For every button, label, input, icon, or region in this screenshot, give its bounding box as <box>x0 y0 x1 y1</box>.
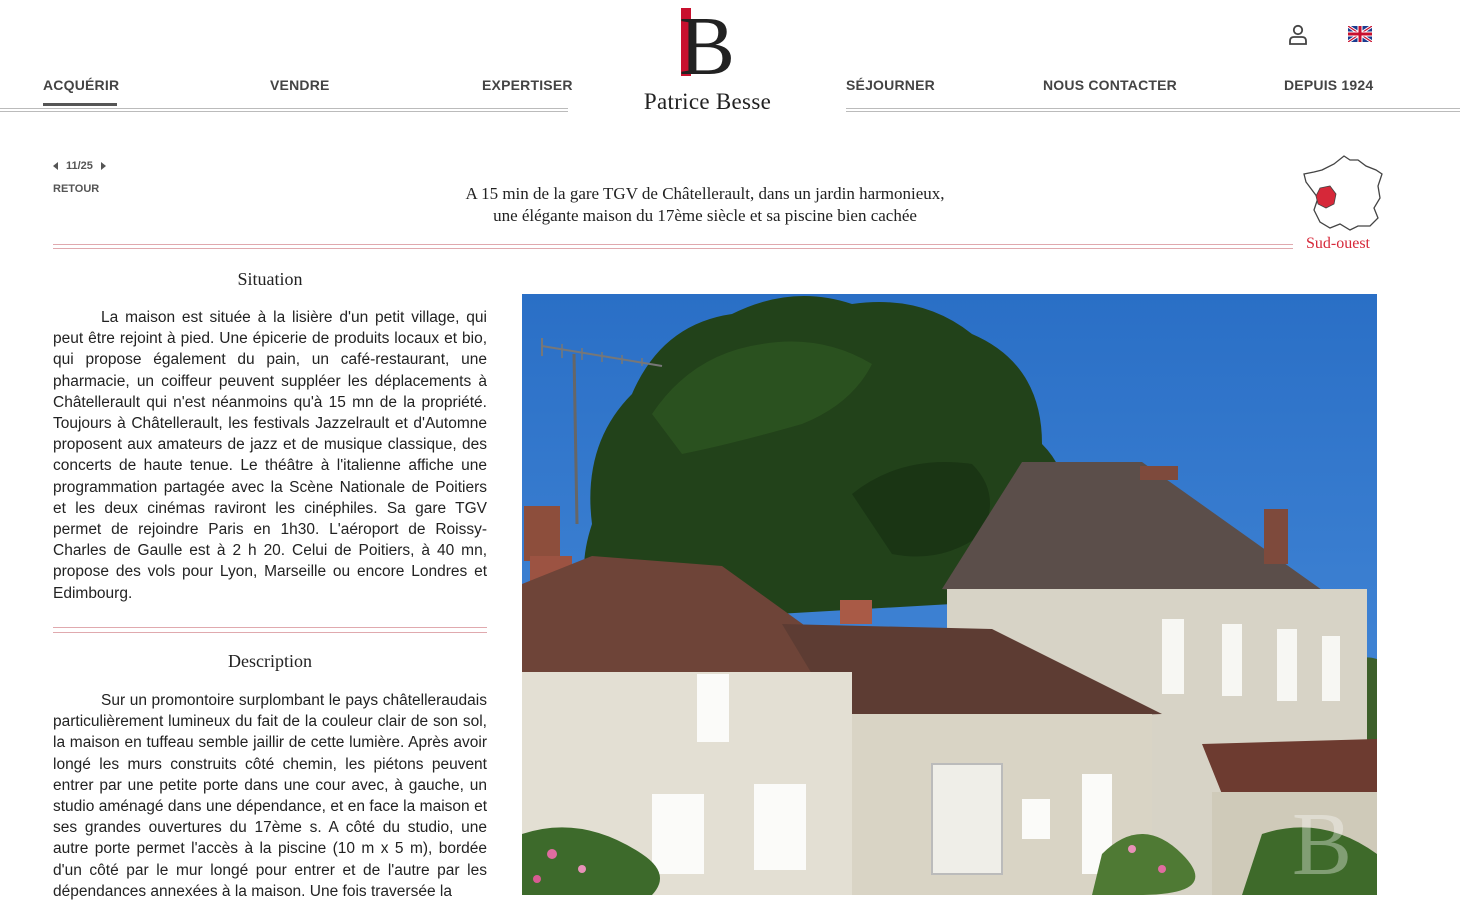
logo-b-icon <box>675 6 745 78</box>
pager <box>53 160 106 172</box>
nav-acquerir[interactable]: ACQUÉRIR <box>43 77 120 93</box>
uk-flag-icon[interactable] <box>1348 26 1372 42</box>
nav-active-indicator <box>43 103 117 106</box>
previous-arrow-icon[interactable] <box>53 162 58 170</box>
listing-headline <box>380 183 1030 227</box>
next-arrow-icon[interactable] <box>101 162 106 170</box>
situation-title: Situation <box>237 269 303 289</box>
headline-line-2: une élégante maison du 17ème siècle et sa piscine bien cachée <box>493 206 917 225</box>
watermark-logo: B <box>1292 795 1353 894</box>
brand-name: Patrice Besse <box>643 89 772 114</box>
nav-depuis-1924[interactable]: DEPUIS 1924 <box>1284 77 1374 93</box>
nav-nous-contacter[interactable]: NOUS CONTACTER <box>1043 77 1177 93</box>
situation-text: La maison est située à la lisière d'un petit village, qui peut être rejoint à pied. Une épicerie de produits locaux et bio, qui propose également du pain, un café-restaurant, une pharmacie, un coiffeur peuvent suppléer les déplacements à Châtellerault qui n'est néanmoins qu'à 15 mn de la propriété. Toujours à Châtellerault, les festivals Jazzelrault et d'Automne proposent aux amateurs de jazz et de musique classique, des concerts de haute tenue. Le théâtre à l'italienne affiche une programmation partagée avec la Scène Nationale de Poitiers et les deux cinémas raviront les cinéphiles. Sa gare TGV permet de rejoindre Paris en 1h30. L'aéroport de Roissy-Charles de Gaulle est à 2 h 20. Celui de Poitiers, à 40 mn, propose des vols pour Lyon, Marseille ou encore Londres et Edimbourg. <box>53 309 487 602</box>
back-link[interactable]: RETOUR <box>53 183 100 195</box>
headline-rule-bottom <box>53 248 1293 249</box>
description-title: Description <box>228 651 312 671</box>
brand-logo[interactable] <box>620 0 795 125</box>
france-map-icon[interactable] <box>1300 152 1386 234</box>
nav-sejourner[interactable]: SÉJOURNER <box>846 77 935 93</box>
nav-divider-right-2 <box>846 111 1460 112</box>
property-photo[interactable] <box>522 294 1377 895</box>
logo-letter: B <box>679 6 736 78</box>
headline-line-1: A 15 min de la gare TGV de Châtellerault, dans un jardin harmonieux, <box>465 184 945 203</box>
headline-rule-top <box>53 244 1293 245</box>
description-text: Sur un promontoire surplombant le pays châtelleraudais particulièrement lumineux du fait de la couleur clair de son sol, la maison en tuffeau semble jaillir de cette lumière. Après avoir longé les murs construits côté chemin, les piétons peuvent entrer par une petite porte dans une cour avec, à gauche, un studio aménagé dans une dépendance, et en face la maison et ses grandes ouvertures du 17ème s. A côté du studio, une autre porte permet l'accès à la piscine (10 m x 5 m), bordée d'un côté par le mur longé pour entrer et de l'autre par les dépendances annexées à la maison. Une fois traversée la <box>53 692 487 900</box>
pager-count: 11/25 <box>66 160 93 173</box>
property-photo-illustration <box>522 294 1377 895</box>
nav-divider-right <box>846 108 1460 109</box>
nav-divider-left-2 <box>0 111 568 112</box>
nav-vendre[interactable]: VENDRE <box>270 77 330 93</box>
section-rule-top <box>53 627 487 628</box>
nav-divider-left <box>0 108 568 109</box>
section-rule-bottom <box>53 632 487 633</box>
account-icon[interactable] <box>1286 22 1310 46</box>
nav-expertiser[interactable]: EXPERTISER <box>482 77 573 93</box>
region-label[interactable]: Sud-ouest <box>1306 235 1370 252</box>
